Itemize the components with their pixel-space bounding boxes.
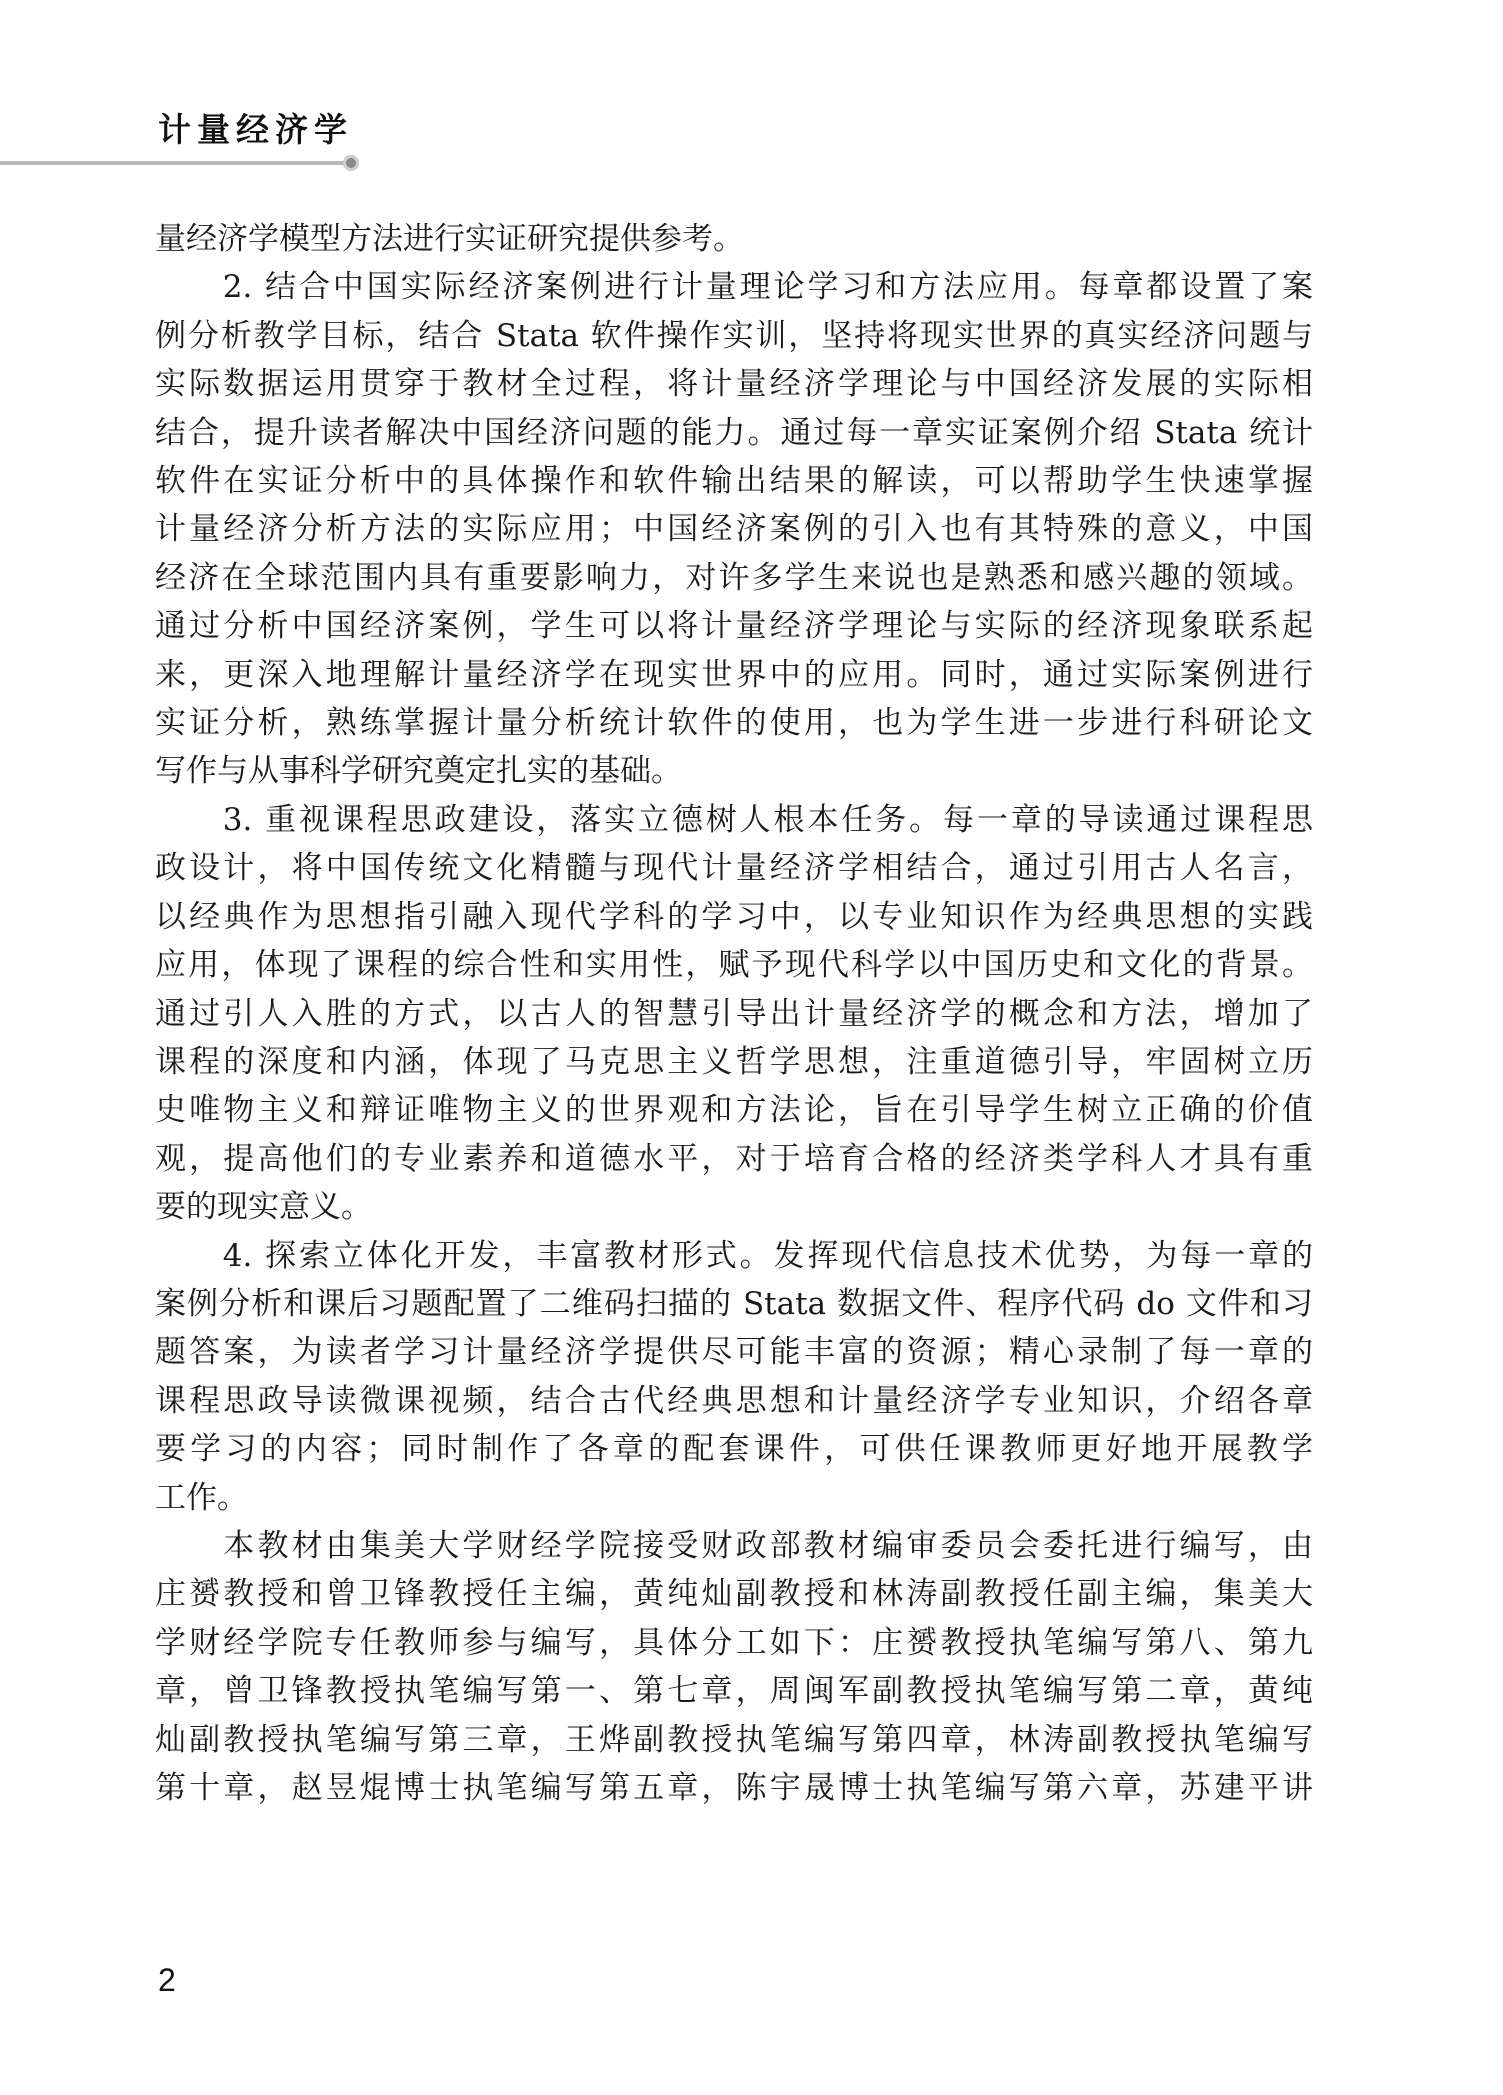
text-line: 政设计，将中国传统文化精髓与现代计量经济学相结合，通过引用古人名言， — [155, 850, 1313, 887]
text-line: 例分析教学目标，结合 Stata 软件操作实训，坚持将现实世界的真实经济问题与 — [155, 317, 1313, 354]
text-line: 2. 结合中国实际经济案例进行计量理论学习和方法应用。每章都设置了案 — [155, 269, 1313, 306]
text-line: 第十章，赵昱焜博士执笔编写第五章，陈宇晟博士执笔编写第六章，苏建平讲 — [155, 1770, 1313, 1806]
text-line: 史唯物主义和辩证唯物主义的世界观和方法论，旨在引导学生树立正确的价值 — [155, 1092, 1313, 1129]
header-rule — [0, 161, 354, 165]
text-line: 量经济学模型方法进行实证研究提供参考。 — [155, 221, 744, 257]
text-line: 工作。 — [155, 1479, 248, 1516]
text-line: 课程的深度和内涵，体现了马克思主义哲学思想，注重道德引导，牢固树立历 — [155, 1043, 1313, 1080]
text-line: 课程思政导读微课视频，结合古代经典思想和计量经济学专业知识，介绍各章 — [155, 1382, 1313, 1419]
text-line: 软件在实证分析中的具体操作和软件输出结果的解读，可以帮助学生快速掌握 — [155, 463, 1313, 500]
text-line: 案例分析和课后习题配置了二维码扫描的 Stata 数据文件、程序代码 do 文件和习 — [155, 1285, 1313, 1322]
text-line: 庄赟教授和曾卫锋教授任主编，黄纯灿副教授和林涛副教授任副主编，集美大 — [155, 1576, 1313, 1613]
text-line: 要的现实意义。 — [155, 1189, 372, 1226]
text-line: 要学习的内容；同时制作了各章的配套课件，可供任课教师更好地开展教学 — [155, 1431, 1313, 1468]
text-line: 以经典作为思想指引融入现代学科的学习中，以专业知识作为经典思想的实践 — [155, 898, 1313, 935]
text-line: 观，提高他们的专业素养和道德水平，对于培育合格的经济类学科人才具有重 — [155, 1140, 1313, 1177]
text-line: 写作与从事科学研究奠定扎实的基础。 — [155, 753, 682, 790]
text-line: 4. 探索立体化开发，丰富教材形式。发挥现代信息技术优势，为每一章的 — [155, 1237, 1313, 1274]
body-text — [155, 215, 1313, 1812]
text-line: 通过分析中国经济案例，学生可以将计量经济学理论与实际的经济现象联系起 — [155, 608, 1313, 645]
text-line: 来，更深入地理解计量经济学在现实世界中的应用。同时，通过实际案例进行 — [155, 656, 1313, 693]
text-line: 经济在全球范围内具有重要影响力，对许多学生来说也是熟悉和感兴趣的领域。 — [155, 559, 1313, 596]
page-number: 2 — [158, 1962, 176, 1998]
text-line: 本教材由集美大学财经学院接受财政部教材编审委员会委托进行编写，由 — [155, 1527, 1313, 1564]
text-line: 题答案，为读者学习计量经济学提供尽可能丰富的资源；精心录制了每一章的 — [155, 1334, 1313, 1371]
text-line: 应用，体现了课程的综合性和实用性，赋予现代科学以中国历史和文化的背景。 — [155, 947, 1313, 984]
text-line: 通过引人入胜的方式，以古人的智慧引导出计量经济学的概念和方法，增加了 — [155, 995, 1313, 1032]
text-line: 学财经学院专任教师参与编写，具体分工如下：庄赟教授执笔编写第八、第九 — [155, 1624, 1313, 1661]
text-line: 实际数据运用贯穿于教材全过程，将计量经济学理论与中国经济发展的实际相 — [155, 366, 1313, 403]
text-line: 3. 重视课程思政建设，落实立德树人根本任务。每一章的导读通过课程思 — [155, 801, 1313, 838]
text-line: 实证分析，熟练掌握计量分析统计软件的使用，也为学生进一步进行科研论文 — [155, 705, 1313, 742]
header-rule-dot — [343, 155, 359, 171]
text-line: 灿副教授执笔编写第三章，王烨副教授执笔编写第四章，林涛副教授执笔编写 — [155, 1721, 1313, 1758]
text-line: 章，曾卫锋教授执笔编写第一、第七章，周闽军副教授执笔编写第二章，黄纯 — [155, 1673, 1313, 1710]
text-line: 结合，提升读者解决中国经济问题的能力。通过每一章实证案例介绍 Stata 统计 — [155, 414, 1313, 451]
text-line: 计量经济分析方法的实际应用；中国经济案例的引入也有其特殊的意义，中国 — [155, 511, 1313, 548]
running-header-title: 计量经济学 — [158, 110, 353, 149]
